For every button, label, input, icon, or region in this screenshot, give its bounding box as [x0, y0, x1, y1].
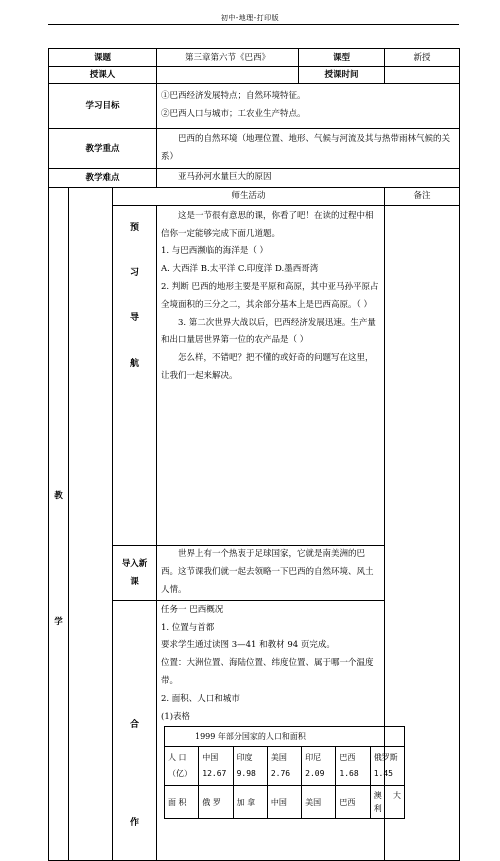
row-topic [49, 49, 460, 67]
inner-cell: 人 口 [168, 753, 187, 763]
activity-header: 师生活动 [113, 187, 385, 205]
preview-content [157, 205, 385, 546]
inner-cell: 9.98 [236, 769, 256, 779]
intro-content: 世界上有一个热衷于足球国家，它就是南美洲的巴西。这节课我们就一起去领略一下巴西的自然环境、风土人情。 [157, 546, 385, 600]
coop-line: 2. 面积、人口和城市 [161, 693, 240, 704]
coop-char: 合 [129, 719, 139, 730]
key-value: 巴西的自然环境（地理位置、地形、气候与河流及其与热带雨林气候的关系） [157, 129, 460, 169]
inner-cell: 1.45 [373, 769, 393, 779]
inner-table-title: 1999 年部分国家的人口和面积 [165, 727, 405, 747]
row-teacher [49, 67, 460, 84]
row-difficulty [49, 169, 460, 188]
preview-label [113, 205, 157, 546]
page-header: 初中-地理-打印版 [220, 14, 280, 22]
inner-cell: 2.76 [270, 769, 291, 779]
coop-line: 1. 位置与首都 [161, 622, 215, 633]
header-divider [48, 24, 459, 25]
population-area-table [164, 726, 405, 819]
inner-cell: 12.67 [202, 769, 227, 779]
topic-label: 课题 [49, 49, 157, 67]
preview-line: 3. 第二次世界大战以后，巴西经济发展迅速。生产量和出口量居世界第一位的农产品是（ ） [161, 317, 376, 346]
inner-cell: 中国 [202, 753, 219, 763]
preview-line: 1. 与巴西濒临的海洋是（ ） [161, 246, 269, 257]
preview-line: 2. 判断 巴西的地形主要是平原和高原，其中亚马孙平原占全境面积的三分之二，其余部分基本上是巴西高原。（ ） [161, 281, 379, 310]
inner-cell: 美国 [302, 786, 336, 819]
inner-cell: 印度 [236, 753, 253, 763]
preview-char: 导 [129, 313, 139, 324]
goals-label: 学习目标 [49, 84, 157, 129]
goal-item: ①巴西经济发展特点；自然环境特征。 [161, 91, 306, 102]
preview-line: 这是一节很有意思的课，你看了吧！在读的过程中相信你一定能够完成下面几道题。 [161, 210, 374, 239]
row-activity-header [49, 187, 460, 205]
type-value: 新授 [385, 49, 460, 67]
teaching-blank-column [69, 187, 113, 860]
time-value [385, 67, 460, 84]
inner-cell: 印尼 [305, 753, 322, 763]
lesson-plan-table [48, 48, 460, 861]
time-label: 授课时间 [299, 67, 385, 84]
teaching-side-label [49, 187, 69, 860]
preview-line: A. 大西洋 B.太平洋 C.印度洋 D.墨西哥湾 [161, 264, 319, 275]
inner-cell: 美国 [270, 753, 287, 763]
inner-cell: 加 拿 [233, 786, 267, 819]
inner-cell: 2.09 [305, 769, 325, 779]
big-char-xue: 学 [54, 616, 63, 627]
inner-row-population [165, 747, 405, 786]
preview-line: 怎么样，不错吧？把不懂的或好奇的问题写在这里，让我们一起来解决。 [161, 353, 374, 381]
inner-cell: 中国 [267, 786, 301, 819]
topic-value: 第三章第六节《巴西》 [157, 49, 299, 67]
big-char-jiao: 教 [54, 490, 63, 501]
inner-cell: 巴西 [339, 753, 356, 763]
inner-cell: 俄罗斯 [373, 753, 398, 763]
inner-cell: （亿） [168, 769, 192, 779]
preview-char: 航 [129, 358, 139, 369]
coop-line: (1)表格 [161, 711, 191, 722]
diff-value: 亚马孙河水量巨大的原因 [157, 169, 460, 188]
inner-cell: 俄 罗 [199, 786, 233, 819]
inner-cell: 1.68 [339, 769, 359, 779]
goal-item: ②巴西人口与城市；工农业生产特点。 [161, 109, 306, 119]
teacher-label: 授课人 [49, 67, 157, 84]
preview-char: 习 [129, 268, 139, 279]
inner-cell: 面 积 [165, 786, 199, 819]
coop-line: 任务一 巴西概况 [161, 604, 224, 615]
type-label: 课型 [299, 49, 385, 67]
goals-cell [157, 84, 460, 129]
teacher-value [157, 67, 299, 84]
inner-row-area [165, 786, 405, 819]
inner-cell: 巴西 [336, 786, 370, 819]
row-goals [49, 84, 460, 129]
coop-line: 位置：大洲位置、海陆位置、纬度位置、属于哪一个温度带。 [161, 658, 374, 686]
preview-char: 预 [129, 222, 139, 233]
note-header: 备注 [385, 187, 460, 205]
key-label: 教学重点 [49, 129, 157, 169]
row-key-points [49, 129, 460, 169]
coop-line: 要求学生通过读图 3—41 和教材 94 页完成。 [161, 640, 335, 651]
coop-label [113, 600, 157, 860]
inner-cell: 澳 大 利 [370, 786, 404, 819]
intro-label: 导入新 课 [113, 546, 157, 600]
coop-content [157, 600, 401, 860]
coop-char: 作 [129, 817, 139, 828]
diff-label: 教学难点 [49, 169, 157, 188]
